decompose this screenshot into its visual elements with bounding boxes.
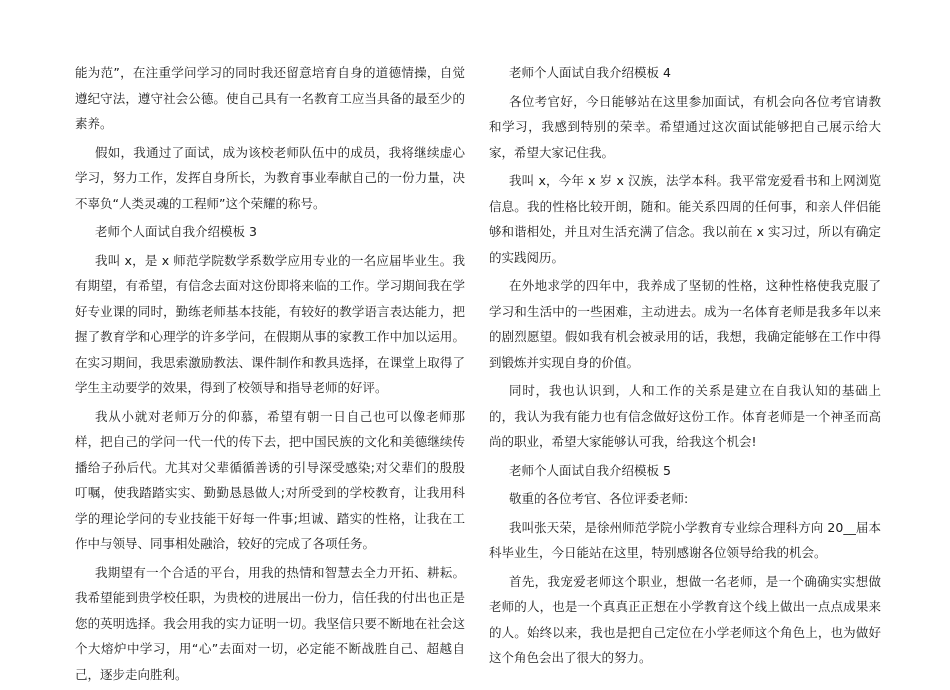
paragraph-interview-pledge: 假如，我通过了面试，成为该校老师队伍中的成员，我将继续虚心学习，努力工作，发挥自身所长，为教育事业奉献自己的一份力量，决不辜负“人类灵魂的工程师”这个荣耀的称号。 [75, 144, 465, 211]
section-heading-template-5: 老师个人面试自我介绍模板 5 [509, 462, 671, 478]
paragraph-self-awareness: 同时，我也认识到，人和工作的关系是建立在自我认知的基础上的，我认为我有能力也有信念做好这份工作。体育老师是一个神圣而高尚的职业，希望大家能够认可我，给我这个机会! [489, 383, 881, 449]
paragraph-salutation: 敬重的各位考官、各位评委老师: [509, 491, 689, 506]
section-heading-template-4: 老师个人面试自我介绍模板 4 [509, 65, 671, 80]
paragraph-admiration: 我从小就对老师万分的仰慕，希望有朝一日自己也可以像老师那样，把自己的学问一代一代的传下去，把中国民族的文化和美德继续传播给子孙后代。尤其对父辈循循善诱的引导深受感染;对父辈们的殷殷叮嘱，使我踏踏实实、勤勤恳恳做人;对所受到的学校教育，让我用科学的理论学问的专业技能干好每一件事;坦诚、踏实的性格，让我在工作中与领导、同事相处融洽，较好的完成了各项任务。 [75, 408, 465, 551]
paragraph-greeting: 各位考官好，今日能够站在这里参加面试，有机会向各位考官请教和学习，我感到特别的荣幸。希望通过这次面试能够把自己展示给大家，希望大家记住我。 [489, 93, 881, 160]
paragraph-love-of-teaching: 首先，我宠爱老师这个职业，想做一名老师，是一个确确实实想做老师的人，也是一个真真正正想在小学教育这个线上做出一点点成果来的人。始终以来，我也是把自己定位在小学老师这个角色上，也为做好这个角色会出了很大的努力。 [489, 573, 881, 665]
paragraph-aspiration: 我期望有一个合适的平台，用我的热情和智慧去全力开拓、耕耘。我希望能到贵学校任职，为贵校的进展出一份力，信任我的付出也正是您的英明选择。我会用我的实力证明一切。我坚信只要不断地在社会这个大熔炉中学习，用“心”去面对一切，必定能不断战胜自己、超越自己，逐步走向胜利。 [75, 564, 465, 682]
paragraph-self-intro: 我叫 x，是 x 师范学院数学系数学应用专业的一名应届毕业生。我有期望，有希望，有信念去面对这份即将来临的工作。学习期间我在学好专业课的同时，勤练老师基本技能，有较好的教学语言表达能力，把握了教育学和心理学的许多学问，在假期从事的家教工作中加以运用。在实习期间，我思索激励教法、课件制作和教具选择，在课堂上取得了学生主动要学的效果，得到了校领导和指导老师的好评。 [75, 252, 465, 395]
section-heading-template-3: 老师个人面试自我介绍模板 3 [95, 224, 257, 239]
paragraph-study-years: 在外地求学的四年中，我养成了坚韧的性格，这种性格使我克服了学习和生活中的一些困难，主动进去。成为一名体育老师是我多年以来的剧烈愿望。假如我有机会被录用的话，我想，我确定能够在工作中得到锻炼并实现自身的价值。 [489, 278, 881, 370]
right-column [489, 60, 881, 674]
paragraph-name-intro: 我叫张天荣，是徐州师范学院小学教育专业综合理科方向 20__届本科毕业生，今日能站在这里，特别感谢各位领导给我的机会。 [489, 519, 881, 560]
paragraph-personal-info: 我叫 x，今年 x 岁 x 汉族，法学本科。我平常宠爱看书和上网浏览信息。我的性格比较开朗，随和。能关系四周的任何事，和亲人伴侣能够和谐相处，并且对生活充满了信念。我以前在 x 实习过，所以有确定的实践阅历。 [489, 173, 881, 265]
paragraph-continuation: 能为范”，在注重学问学习的同时我还留意培育自身的道德情操，自觉遵纪守法，遵守社会公德。使自己具有一名教育工应当具备的最至少的素养。 [75, 65, 465, 131]
left-column [75, 60, 465, 690]
